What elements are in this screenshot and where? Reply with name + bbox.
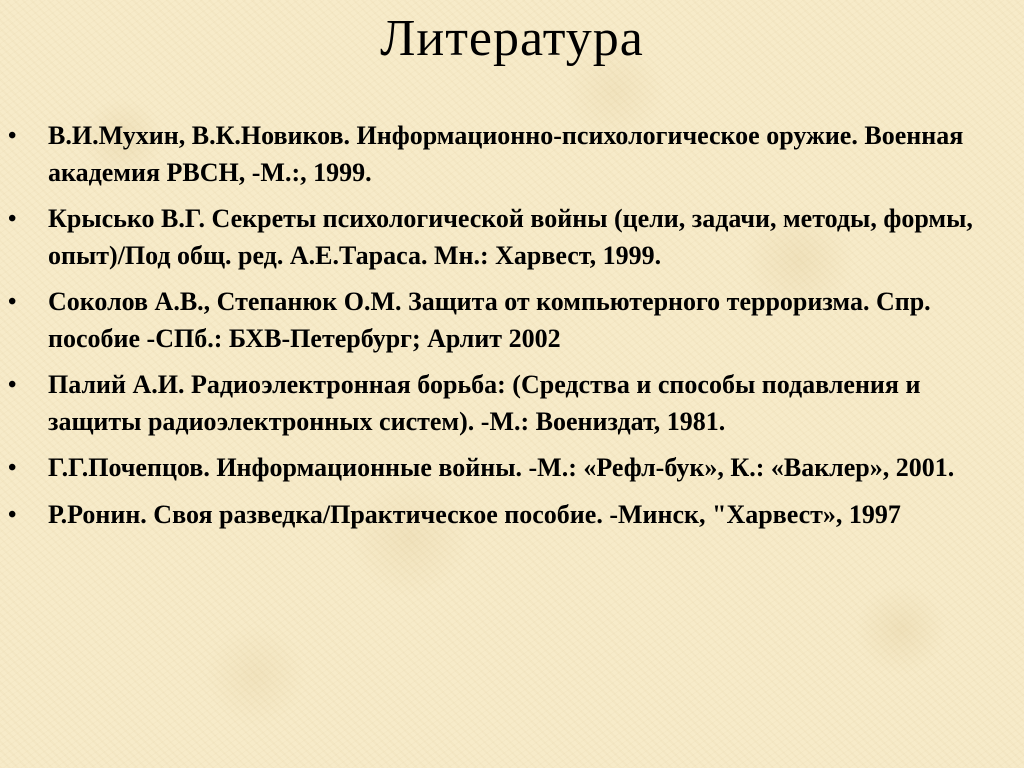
reference-item-1	[0, 118, 1024, 191]
reference-text: Соколов А.В., Степанюк О.М. Защита от компьютерного терроризма. Спр. пособие -СПб.: БХВ-Петербург; Арлит 2002	[48, 287, 931, 353]
reference-item-4	[0, 367, 1024, 440]
reference-item-3	[0, 284, 1024, 357]
bullet-icon: •	[8, 501, 17, 528]
slide-title: Литература	[380, 10, 644, 67]
reference-text: Р.Ронин. Своя разведка/Практическое пособие. -Минск, "Харвест», 1997	[48, 499, 901, 529]
reference-text: Крысько В.Г. Секреты психологической войны (цели, задачи, методы, формы, опыт)/Под общ. ред. А.Е.Тараса. Мн.: Харвест, 1999.	[48, 204, 973, 270]
reference-item-6	[0, 497, 1024, 534]
reference-item-5	[0, 450, 1024, 487]
reference-text: Палий А.И. Радиоэлектронная борьба: (Средства и способы подавления и защиты радиоэлектронных систем). -М.: Воениздат, 1981.	[48, 370, 921, 436]
bullet-icon: •	[8, 455, 17, 481]
reference-text: В.И.Мухин, В.К.Новиков. Информационно-психологическое оружие. Военная академия РВСН, -М.:, 1999.	[48, 121, 964, 187]
bullet-icon: •	[8, 206, 17, 232]
bullet-icon: •	[8, 123, 17, 149]
bullet-icon: •	[8, 289, 17, 315]
reference-item-2	[0, 201, 1024, 274]
reference-text: Г.Г.Почепцов. Информационные войны. -М.: «Рефл-бук», К.: «Ваклер», 2001.	[48, 453, 955, 482]
reference-list	[0, 118, 1024, 543]
bullet-icon: •	[8, 372, 17, 398]
